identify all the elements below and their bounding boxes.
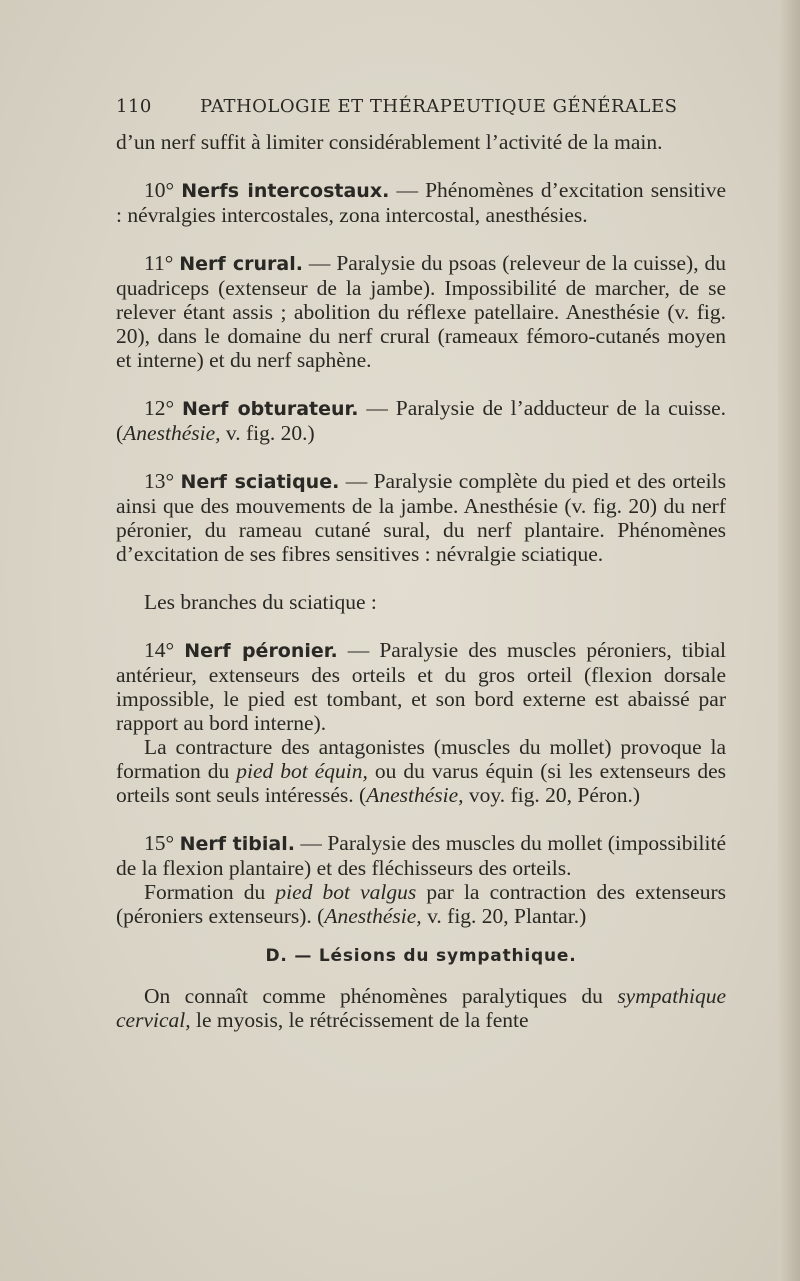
page-number: 110	[116, 96, 152, 117]
section-heading-sympathetic: D. — Lésions du sympathique.	[265, 946, 577, 966]
item-heading: Nerfs intercostaux.	[181, 180, 390, 202]
item-text: ou du varus équin (si les extenseurs des orteils sont seuls intéressés. (	[116, 759, 726, 807]
item-heading: Nerf obturateur.	[182, 398, 359, 420]
item-heading: Nerf tibial.	[179, 833, 295, 855]
item-text: — Phénomènes d’excitation sensitive : névralgies intercostales, zona intercostal, anesthésies.	[116, 178, 726, 227]
item-italic: sympathique cervical,	[116, 984, 726, 1032]
paragraph-crural-nerve	[116, 251, 726, 372]
item-number: 10°	[144, 178, 175, 202]
running-header	[116, 96, 736, 120]
item-text: — Paralysie du psoas (releveur de la cuisse), du quadriceps (extenseur de la jambe). Impossibilité de marcher, de se relever étant assis ; abolition du réflexe patellaire. Anesthésie (v. fig. 20), dans le domaine du nerf crural (rameaux fémoro-cutanés moyen et interne) et du nerf saphène.	[116, 251, 727, 372]
item-text-end: v. fig. 20, Plantar.)	[421, 904, 587, 928]
item-heading: Nerf sciatique.	[180, 471, 340, 493]
item-italic: Anesthésie,	[123, 421, 221, 445]
item-number: 12°	[144, 396, 175, 420]
running-title: PATHOLOGIE ET THÉRAPEUTIQUE GÉNÉRALES	[200, 96, 678, 117]
item-text: — Paralysie des muscles du mollet (impossibilité de la flexion plantaire) et des fléchisseurs des orteils.	[116, 831, 726, 880]
paragraph-sciatic-branches: Les branches du sciatique :	[144, 590, 377, 614]
item-text: Formation du	[144, 880, 276, 904]
item-text-end: v. fig. 20.)	[220, 421, 315, 445]
paragraph-intercostal-nerves	[116, 178, 726, 227]
item-text: — Paralysie de l’adducteur de la cuisse. (	[116, 396, 726, 445]
body-text	[116, 130, 726, 1032]
paragraph-sympathetic	[116, 984, 726, 1032]
item-text: La contracture des antagonistes (muscles du mollet) provoque la formation du	[116, 735, 726, 783]
item-text: — Paralysie des muscles péroniers, tibial antérieur, extenseurs des orteils et du gros orteil (flexion dorsale impossible, le pied est tombant, et son bord externe est abaissé par rapport au bord interne).	[116, 638, 726, 735]
item-number: 13°	[144, 469, 175, 493]
item-heading: Nerf péronier.	[184, 640, 338, 662]
paragraph-sciatic-nerve	[116, 469, 726, 566]
item-text-end: voy. fig. 20, Péron.)	[463, 783, 641, 807]
item-heading: Nerf crural.	[179, 253, 303, 275]
paragraph-peroneal-nerve	[116, 638, 726, 735]
item-italic: Anesthésie,	[366, 783, 464, 807]
paragraph-antagonist-contracture	[116, 735, 726, 807]
item-text-end: le myosis, le rétrécissement de la fente	[190, 1008, 529, 1032]
paragraph-tibial-nerve	[116, 831, 726, 880]
paragraph-obturator-nerve	[116, 396, 726, 445]
item-italic: pied bot équin,	[236, 759, 368, 783]
item-italic: pied bot valgus	[275, 880, 417, 904]
item-text: — Paralysie complète du pied et des orteils ainsi que des mouvements de la jambe. Anesthésie (v. fig. 20) du nerf péronier, du rameau cutané sural, du nerf plantaire. Phénomènes d’excitation de ses fibres sensitives : névralgie sciatique.	[116, 469, 727, 566]
paragraph-pied-bot-valgus	[116, 880, 726, 928]
item-text: On connaît comme phénomènes paralytiques du	[144, 984, 618, 1008]
paragraph-continuation: d’un nerf suffit à limiter considérablement l’activité de la main.	[116, 130, 663, 154]
item-italic: Anesthésie,	[324, 904, 422, 928]
page-edge	[778, 0, 800, 1281]
item-number: 11°	[144, 251, 174, 275]
item-number: 15°	[144, 831, 175, 855]
item-number: 14°	[144, 638, 175, 662]
item-text: par la contraction des extenseurs (péroniers extenseurs). (	[116, 880, 726, 928]
